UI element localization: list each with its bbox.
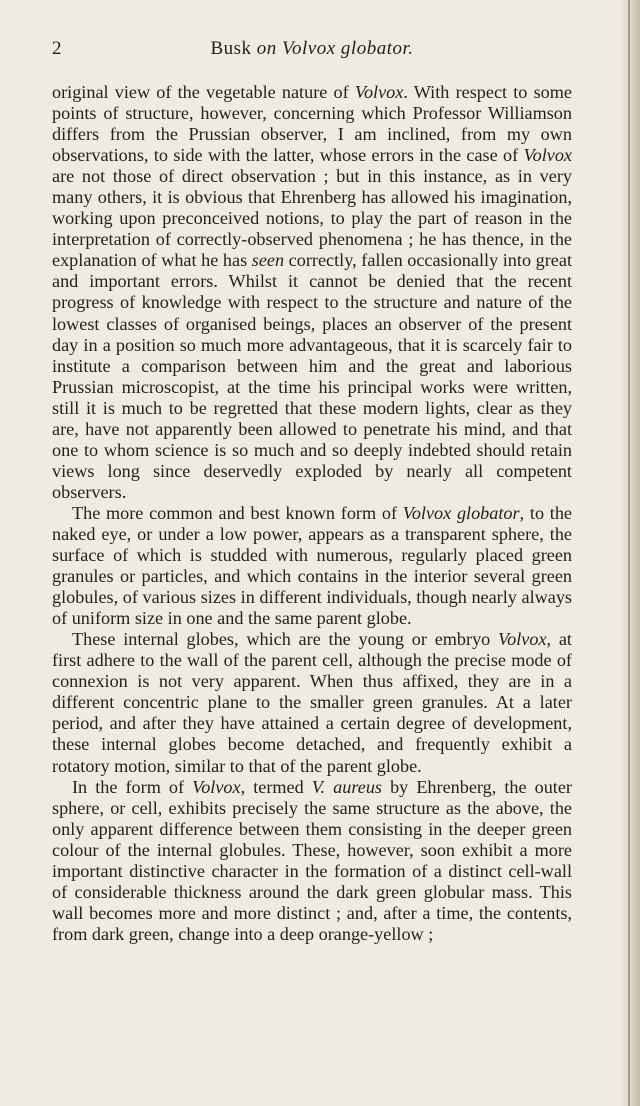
binding-line — [628, 0, 630, 1106]
running-head — [52, 38, 572, 60]
paragraph-1: original view of the vegetable nature of Volvox. With respect to some points of structure, however, concerning which Professor Williamson differs from the Prussian observer, I am inclined, from my own observations, to side with the latter, whose errors in the case of Volvox are not those of direct observation ; but in this instance, as in very many others, it is obvious that Ehrenberg has allowed his imagination, working upon preconceived notions, to play the part of reason in the interpretation of correctly-observed phenomena ; he has thence, in the explanation of what he has seen correctly, fallen occasionally into great and important errors. Whilst it cannot be denied that the recent progress of knowledge with respect to the structure and nature of the lowest classes of organised beings, places an observer of the present day in a position so much more advantageous, that it is scarcely fair to institute a comparison between him and the great and laborious Prussian microscopist, at the time his principal works were written, still it is much to be regretted that these modern lights, clear as they are, have not apparently been allowed to penetrate his mind, and that one to whom science is so much and so deeply indebted should retain views long since deservedly exploded by nearly all competent observers. — [52, 82, 572, 502]
italic-term: Volvox — [192, 776, 241, 797]
italic-term: seen — [251, 250, 285, 271]
page-number: 2 — [52, 38, 62, 59]
running-head-title: on Volvox globator. — [256, 38, 414, 59]
page-header — [52, 38, 572, 64]
italic-term: Volvox — [498, 629, 547, 650]
italic-term: Volvox globator — [402, 502, 520, 523]
book-binding-edge — [622, 0, 640, 1106]
paragraph-2: The more common and best known form of Volvox globator, to the naked eye, or under a low power, appears as a transparent sphere, the surface of which is studded with numerous, regularly placed green granules or particles, and which contains in the interior several green globules, of various sizes in different individuals, though nearly always of uniform size in one and the same parent globe. — [52, 502, 572, 629]
italic-term: V. aureus — [311, 776, 382, 797]
paragraph-4: In the form of Volvox, termed V. aureus by Ehrenberg, the outer sphere, or cell, exhibits precisely the same structure as the above, the only apparent difference between them consisting in the deeper green colour of the internal globules. These, however, soon exhibit a more important distinctive character in the formation of a distinct cell-wall of considerable thickness around the dark green globular mass. This wall becomes more and more distinct ; and, after a time, the contents, from dark green, change into a deep orange-yellow ; — [52, 776, 572, 944]
running-head-author: Busk — [210, 38, 252, 59]
italic-term: Volvox — [354, 82, 404, 102]
paragraph-3: These internal globes, which are the young or embryo Volvox, at first adhere to the wall of the parent cell, although the precise mode of connexion is not very apparent. When thus affixed, they are in a different concentric plane to the smaller green granules. At a later period, and after they have attained a certain degree of development, these internal globes become detached, and frequently exhibit a rotatory motion, similar to that of the parent globe. — [52, 629, 572, 776]
italic-term: Volvox — [523, 145, 572, 166]
body-text — [52, 82, 572, 945]
